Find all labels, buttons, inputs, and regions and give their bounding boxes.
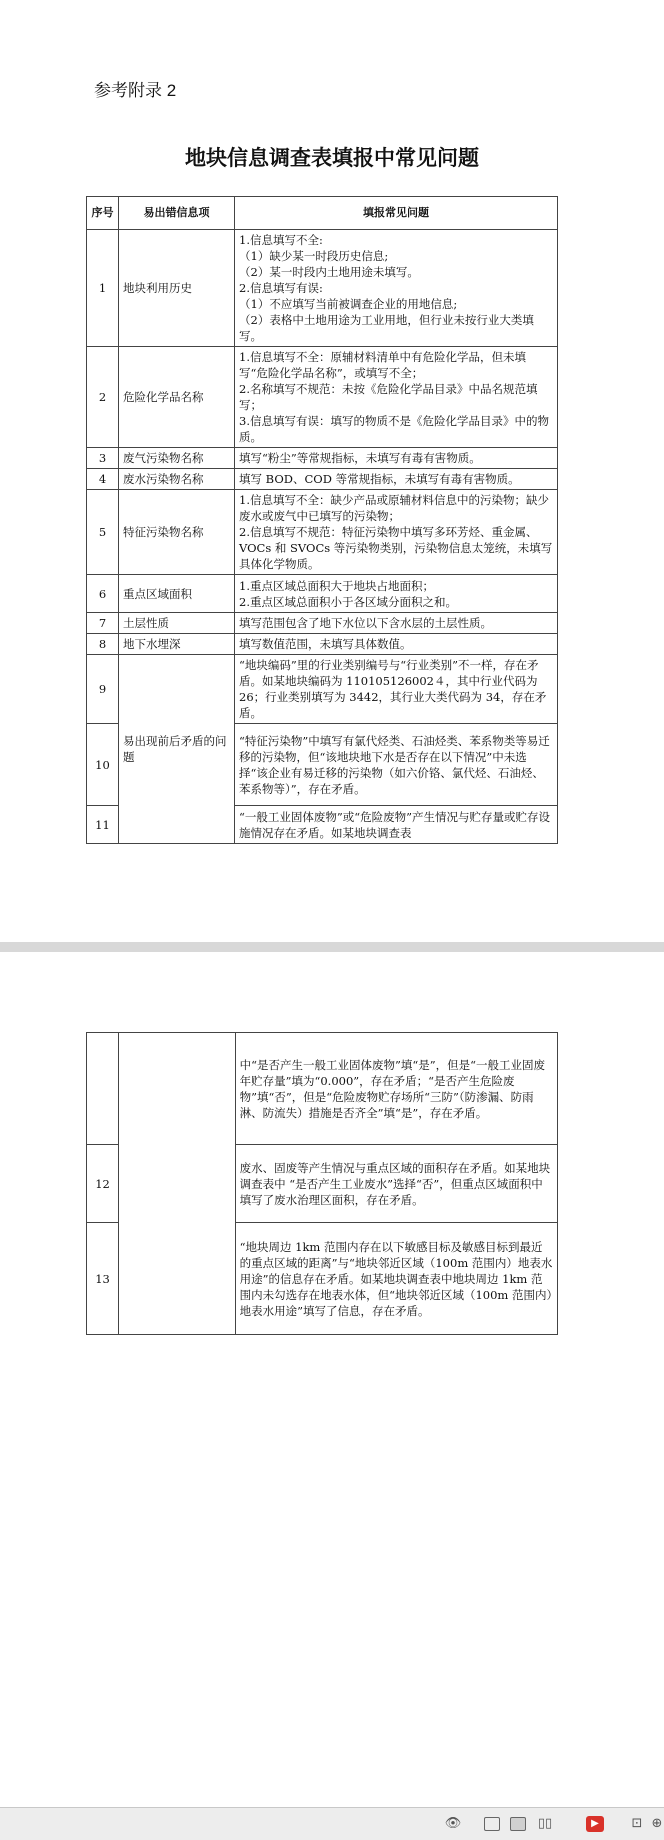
issue-line: “地块编码”里的行业类别编号与“行业类别”不一样，存在矛盾。如某地块编码为 110105126002４，其中行业代码为 26；行业类别填写为 3442，其行业大类代码为 34，存在矛盾。	[239, 658, 547, 720]
common-issues	[235, 230, 558, 347]
row-number: 10	[87, 724, 119, 806]
common-issues	[235, 469, 558, 490]
row-number: 1	[87, 230, 119, 347]
issue-line: 填写数值范围，未填写具体数值。	[239, 637, 412, 651]
error-prone-item-merged: 易出现前后矛盾的问题	[119, 655, 235, 844]
table-row	[87, 469, 558, 490]
issue-line: 废水、固废等产生情况与重点区域的面积存在矛盾。如某地块调查表中 “是否产生工业废水”选择“否”，但重点区域面积中填写了废水治理区面积，存在矛盾。	[239, 1160, 551, 1207]
issue-line: 2.信息填写有误:	[239, 281, 323, 295]
error-prone-item: 废气污染物名称	[119, 448, 235, 469]
issue-line: 填写“粉尘”等常规指标，未填写有毒有害物质。	[239, 451, 481, 465]
table-row	[87, 490, 558, 575]
table-header-row	[87, 197, 558, 230]
header-num: 序号	[87, 197, 119, 230]
issue-line: “地块周边 1km 范围内存在以下敏感目标及敏感目标到最近的重点区域的距离”与“地块邻近区域（100m 范围内）地表水用途”的信息存在矛盾。如某地块调查表中地块周边 1km 范围内未勾选存在地表水体，但“地块邻近区域（100m 范围内）地表水用途”填写了信息，存在矛盾。	[239, 1239, 553, 1318]
row-number: 13	[87, 1223, 119, 1335]
two-page-icon[interactable]	[510, 1817, 526, 1831]
common-issues	[235, 724, 558, 806]
row-number: 8	[87, 634, 119, 655]
issue-line: 1.重点区域总面积大于地块占地面积；	[239, 578, 434, 593]
issues-table-continued	[86, 1032, 558, 1335]
row-number: 3	[87, 448, 119, 469]
row-number: 7	[87, 613, 119, 634]
error-prone-item: 废水污染物名称	[119, 469, 235, 490]
play-icon[interactable]: ▶	[586, 1816, 604, 1832]
document-title: 地块信息调查表填报中常见问题	[185, 146, 479, 170]
fit-icon[interactable]: ⊡	[631, 1816, 643, 1831]
viewer-statusbar	[0, 1807, 664, 1840]
row-number: 5	[87, 490, 119, 575]
table-row	[87, 230, 558, 347]
issue-line: 1.信息填写不全：原辅材料清单中有危险化学品，但未填写“危险化学品名称”，或填写不全；	[239, 350, 526, 380]
issue-line: “特征污染物”中填写有氯代烃类、石油烃类、苯系物类等易迁移的污染物，但“该地块地下水是否存在以下情况”中未选择“该企业有易迁移的污染物（如六价铬、氯代烃、石油烃、苯系物等）”，存在矛盾。	[239, 733, 550, 796]
row-number: 2	[87, 347, 119, 448]
page-separator	[0, 942, 664, 952]
issue-line: “一般工业固体废物”或“危险废物”产生情况与贮存量或贮存设施情况存在矛盾。如某地块调查表	[239, 809, 551, 840]
appendix-label: 参考附录 2	[94, 81, 177, 100]
common-issues	[235, 1145, 557, 1223]
row-number	[87, 1033, 119, 1145]
issue-line: 2.信息填写不规范：特征污染物中填写多环芳烃、重金属、VOCs 和 SVOCs 等污染物类别，污染物信息太笼统，未填写具体化学物质。	[239, 525, 553, 571]
issue-line: 1.信息填写不全:	[239, 233, 323, 247]
table-row	[87, 347, 558, 448]
error-prone-item: 地下水埋深	[119, 634, 235, 655]
row-number: 12	[87, 1145, 119, 1223]
header-item: 易出错信息项	[119, 197, 235, 230]
common-issues	[235, 1033, 557, 1145]
eye-icon[interactable]: 👁	[444, 1816, 462, 1831]
table-row	[87, 613, 558, 634]
table-row	[87, 575, 558, 613]
header-issues: 填报常见问题	[235, 197, 558, 230]
document-page-2	[0, 952, 664, 1807]
table-row	[87, 448, 558, 469]
row-number: 4	[87, 469, 119, 490]
issue-line: 2.重点区域总面积小于各区域分面积之和。	[239, 594, 457, 609]
common-issues	[235, 806, 558, 844]
common-issues	[235, 347, 558, 448]
row-number: 6	[87, 575, 119, 613]
issue-line: 2.名称填写不规范：未按《危险化学品目录》中品名规范填写；	[239, 382, 538, 412]
common-issues	[235, 1223, 557, 1335]
issue-line: （2）某一时段内土地用途未填写。	[239, 265, 419, 279]
issue-line: 1.信息填写不全：缺少产品或原辅材料信息中的污染物；缺少废水或废气中已填写的污染物；	[239, 493, 549, 523]
row-number: 11	[87, 806, 119, 844]
issue-line: （2）表格中土地用途为工业用地，但行业未按行业大类填写。	[239, 313, 534, 343]
single-page-icon[interactable]	[484, 1817, 500, 1831]
issue-line: （1）不应填写当前被调查企业的用地信息;	[239, 297, 458, 311]
error-prone-item-merged-cont	[119, 1033, 235, 1335]
issue-line: 填写 BOD、COD 等常规指标，未填写有毒有害物质。	[239, 472, 520, 486]
error-prone-item: 重点区域面积	[119, 575, 235, 613]
issue-line: 填写范围包含了地下水位以下含水层的土层性质。	[239, 616, 492, 630]
issue-line: （1）缺少某一时段历史信息;	[239, 249, 389, 263]
table-row	[87, 1033, 558, 1145]
error-prone-item: 地块利用历史	[119, 230, 235, 347]
issue-line: 3.信息填写有误：填写的物质不是《危险化学品目录》中的物质。	[239, 414, 549, 444]
error-prone-item: 危险化学品名称	[119, 347, 235, 448]
common-issues	[235, 490, 558, 575]
common-issues	[235, 448, 558, 469]
table-row	[87, 634, 558, 655]
common-issues	[235, 634, 558, 655]
error-prone-item: 特征污染物名称	[119, 490, 235, 575]
issue-line: 中“是否产生一般工业固体废物”填“是”，但是“一般工业固废年贮存量”填为“0.000”，存在矛盾；“是否产生危险废物”填“否”，但是“危险废物贮存场所“三防”（防渗漏、防雨淋、防流失）措施是否齐全”填“是”，存在矛盾。	[239, 1057, 546, 1120]
issues-table	[86, 196, 558, 844]
error-prone-item: 土层性质	[119, 613, 235, 634]
common-issues	[235, 655, 558, 724]
common-issues	[235, 575, 558, 613]
common-issues	[235, 613, 558, 634]
zoom-icon[interactable]: ⊕	[651, 1816, 663, 1831]
book-view-icon[interactable]: ▯▯	[537, 1816, 553, 1831]
row-number: 9	[87, 655, 119, 724]
table-row	[87, 655, 558, 724]
